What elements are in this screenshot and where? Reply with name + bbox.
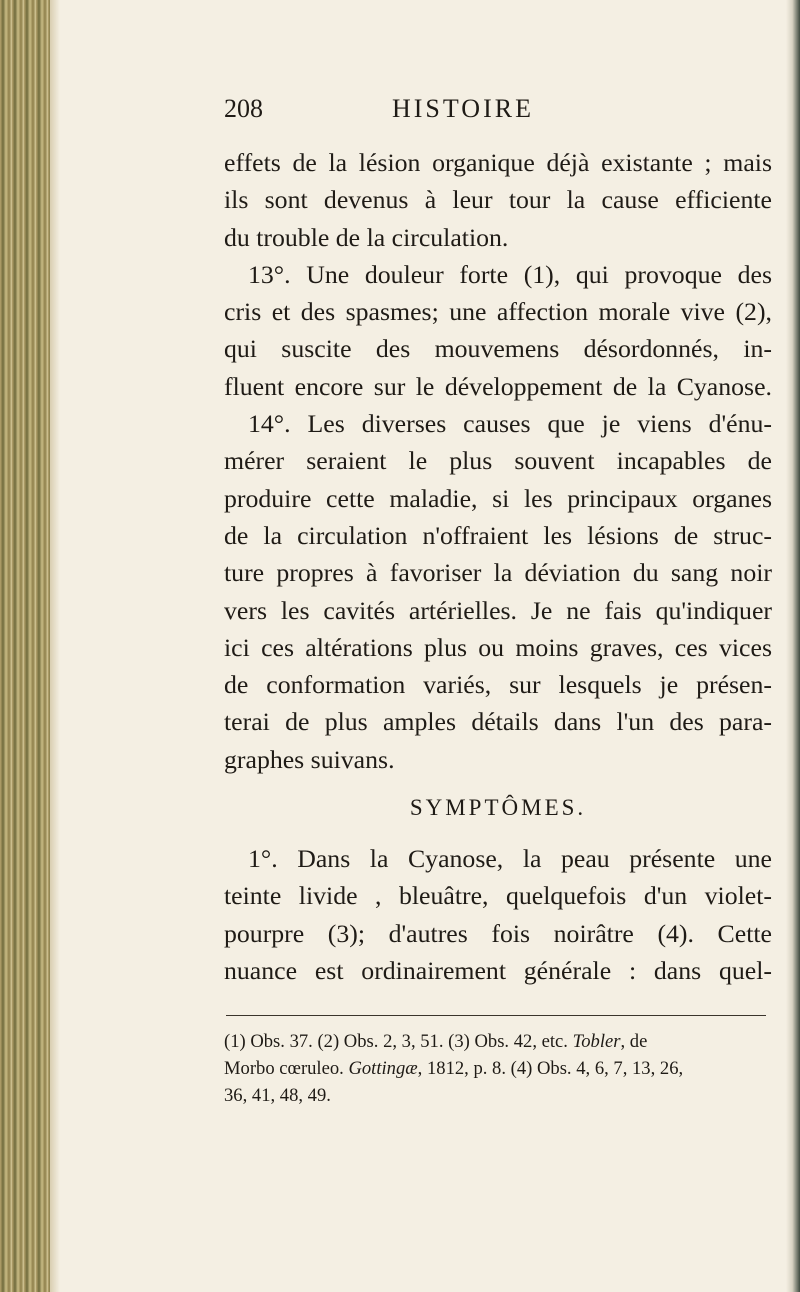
footnote-text: Morbo cœruleo.: [224, 1058, 349, 1080]
text-line: du trouble de la circulation.: [224, 222, 509, 252]
text-line: nuance est ordinairement générale : dans quel-: [224, 955, 772, 985]
text-line: ils sont devenus à leur tour la cause efficiente: [224, 185, 772, 215]
footnote-text: , 1812, p. 8. (4) Obs. 4, 6, 7, 13, 26,: [417, 1058, 684, 1080]
text-line: cris et des spasmes; une affection morale vive (2),: [224, 297, 772, 327]
text-line: graphes suivans.: [224, 744, 395, 774]
footnote-line: [224, 1028, 772, 1055]
footnote-line: [224, 1055, 772, 1082]
running-title: HISTOIRE: [392, 94, 534, 123]
text-line: pourpre (3); d'autres fois noirâtre (4). Cette: [224, 918, 772, 948]
page-edge: [786, 0, 800, 1292]
text-line: fluent encore sur le développement de la Cyanose.: [224, 371, 772, 401]
section-heading: SYMPTÔMES.: [409, 795, 587, 821]
text-line: de conformation variés, sur lesquels je présen-: [224, 670, 772, 700]
text-line: mérer seraient le plus souvent incapables de: [224, 446, 772, 476]
footnote-place: Gottingæ: [348, 1058, 418, 1080]
text-line: terai de plus amples détails dans l'un des para-: [224, 707, 772, 737]
footnote-text: (1) Obs. 37. (2) Obs. 2, 3, 51. (3) Obs. 42, etc.: [224, 1031, 573, 1053]
text-line: produire cette maladie, si les principaux organes: [224, 483, 772, 513]
text-line: effets de la lésion organique déjà existante ; mais: [224, 148, 772, 177]
body-text-continued: [224, 840, 772, 989]
footnotes: [224, 1028, 772, 1109]
footnote-line: 36, 41, 48, 49.: [224, 1085, 331, 1107]
book-page: [224, 88, 772, 1109]
footnote-text: , de: [620, 1031, 648, 1053]
text-line: 1°. Dans la Cyanose, la peau présente une: [248, 844, 772, 874]
page-header: [224, 88, 772, 132]
page-number: 208: [224, 94, 263, 123]
text-line: teinte livide , bleuâtre, quelquefois d'un violet-: [224, 881, 772, 911]
text-line: ici ces altérations plus ou moins graves, ces vices: [224, 632, 772, 662]
text-line: vers les cavités artérielles. Je ne fais qu'indiquer: [224, 595, 772, 625]
text-line: ture propres à favoriser la déviation du sang noir: [224, 558, 772, 588]
text-line: 13°. Une douleur forte (1), qui provoque des: [248, 259, 772, 289]
text-line: 14°. Les diverses causes que je viens d'énu-: [248, 409, 772, 439]
footnote-rule: [226, 1015, 766, 1016]
footnote-author: Tobler: [572, 1031, 621, 1053]
body-text: [224, 144, 772, 778]
text-line: de la circulation n'offraient les lésions de struc-: [224, 520, 772, 550]
book-binding: [0, 0, 50, 1292]
text-line: qui suscite des mouvemens désordonnés, in-: [224, 334, 772, 364]
gutter-shadow: [50, 0, 60, 1292]
